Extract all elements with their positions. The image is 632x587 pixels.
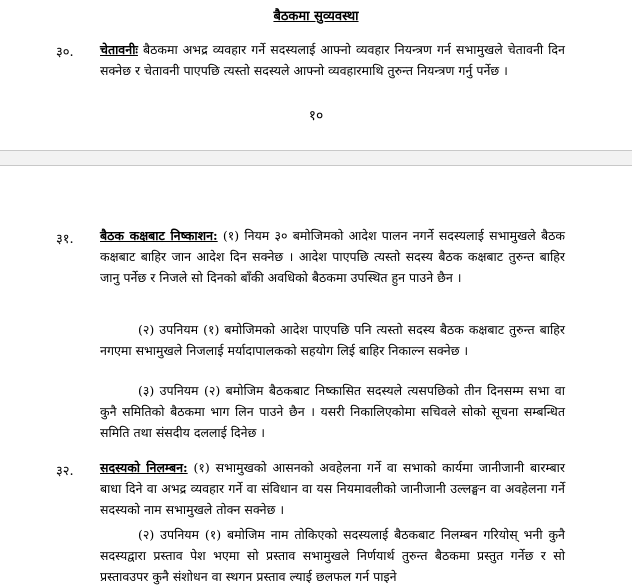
section-title: बैठकमा सुव्यवस्था [273,9,359,24]
rule-31-sub-2: (२) उपनियम (१) बमोजिमको आदेश पाएपछि पनि त्यस्तो सदस्य बैठक कक्षबाट तुरुन्त बाहिर नगएमा सभामुखले निजलाई मर्यादापालकको सहयोग लिई बाहिर निकाल्न सक्नेछ । [100,322,565,358]
page-break [0,150,632,166]
rule-31-number: ३१. [56,232,74,247]
rule-32-heading: सदस्यको निलम्बन: [100,460,188,475]
rule-32-number: ३२. [56,464,74,479]
rule-30-heading: चेतावनीः [100,42,138,57]
rule-31-heading: बैठक कक्षबाट निष्काशन: [100,228,218,243]
rule-30-number: ३०. [56,45,74,60]
rule-31-text [100,225,565,288]
rule-31-sub-3: (३) उपनियम (२) बमोजिम बैठकबाट निष्कासित सदस्यले त्यसपछिको तीन दिनसम्म सभा वा कुनै समितिको बैठकमा भाग लिन पाउने छैन । यसरी निकालिएकोमा सचिवले सोको सूचना सम्बन्धित समिति तथा संसदीय दललाई दिनेछ । [100,383,565,440]
rule-32-sub-2: (२) उपनियम (१) बमोजिम नाम तोकिएको सदस्यलाई बैठकबाट निलम्बन गरियोस् भनी कुनै सदस्यद्वारा प्रस्ताव पेश भएमा सो प्रस्ताव सभामुखले निर्णयार्थ तुरुन्त बैठकमा प्रस्तुत गर्नेछ र सो प्रस्तावउपर कुनै संशोधन वा स्थगन प्रस्ताव ल्याई छलफल गर्न पाइने [100,527,565,584]
rule-32-text [100,457,565,520]
rule-32-body: (१) सभामुखको आसनको अवहेलना गर्ने वा सभाको कार्यमा जानीजानी बारम्बार बाधा दिने वा अभद्र व्यवहार गर्ने वा संविधान वा यस नियमावलीको जानीजानी उल्लङ्घन वा अवहेलना गर्ने सदस्यको नाम सभामुखले तोक्न सक्नेछ । [100,460,565,517]
page-top [0,0,632,150]
rule-30-text [100,39,565,81]
rule-30-body: बैठकमा अभद्र व्यवहार गर्ने सदस्यलाई आफ्नो व्यवहार नियन्त्रण गर्न सभामुखले चेतावनी दिन सक्नेछ र चेतावनी पाएपछि त्यस्तो सदस्यले आफ्नो व्यवहारमाथि तुरुन्त नियन्त्रण गर्नु पर्नेछ । [100,42,565,78]
rule-31-body: (१) नियम ३० बमोजिमको आदेश पालन नगर्ने सदस्यलाई सभामुखले बैठक कक्षबाट बाहिर जान आदेश दिन सक्नेछ । आदेश पाएपछि त्यस्तो सदस्य बैठक कक्षबाट तुरुन्त बाहिर जानु पर्नेछ र निजले सो दिनको बाँकी अवधिको बैठकमा उपस्थित हुन पाउने छैन । [100,228,565,285]
page-bottom [0,165,632,584]
page-number: १० [308,108,324,124]
